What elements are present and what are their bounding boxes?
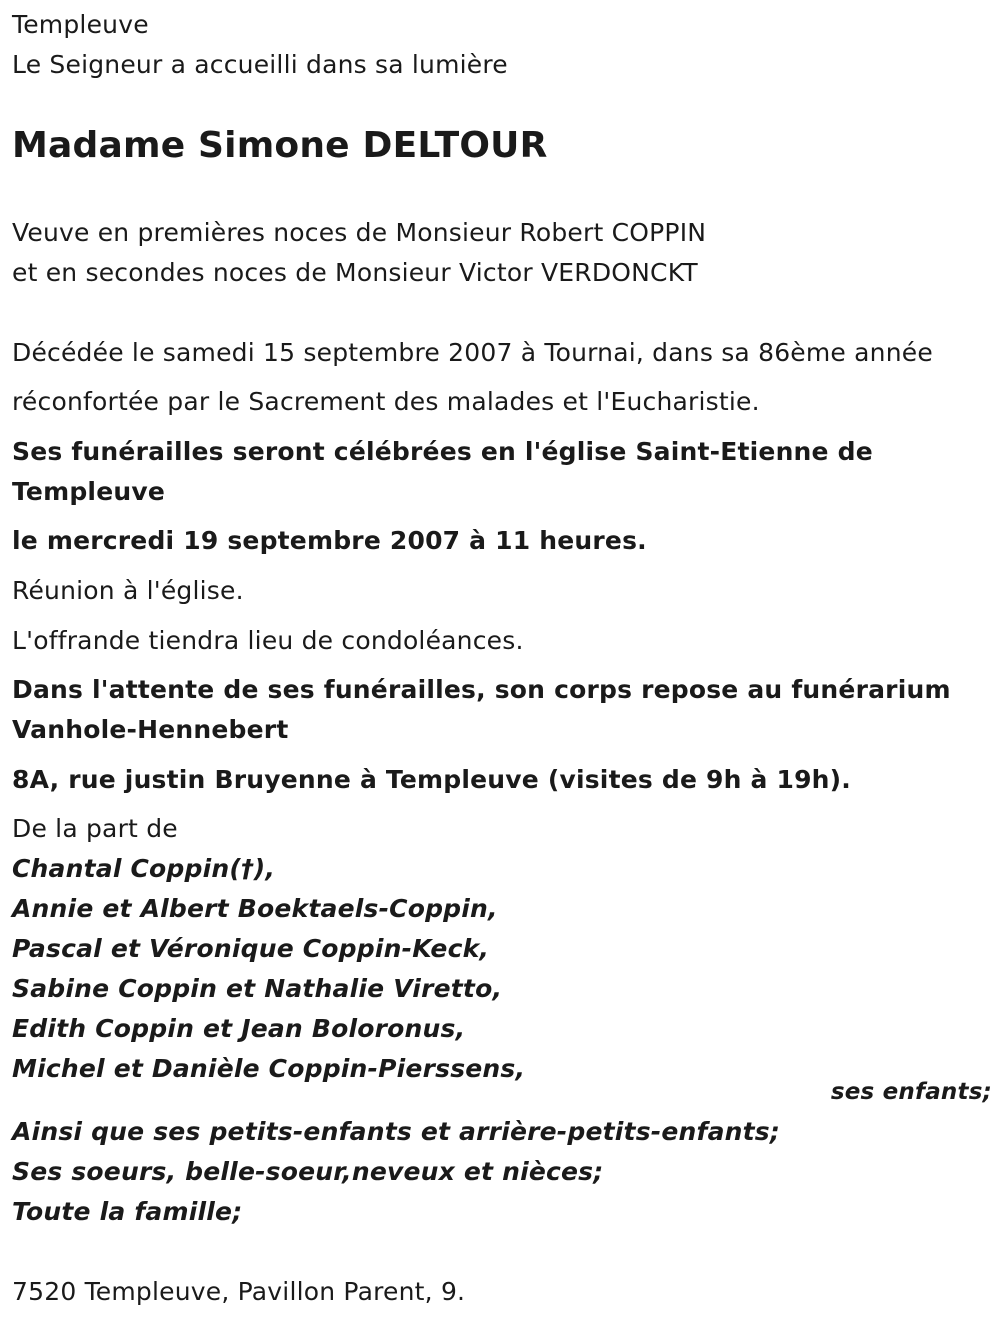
location-heading: Templeuve xyxy=(12,10,149,39)
home-address: 7520 Templeuve, Pavillon Parent, 9. xyxy=(12,1277,466,1306)
marital-line-1: Veuve en premières noces de Monsieur Robert COPPIN xyxy=(12,218,707,247)
list-item: Annie et Albert Boektaels-Coppin, xyxy=(12,894,498,923)
family-intro: De la part de xyxy=(12,814,178,843)
marital-line-2: et en secondes noces de Monsieur Victor VERDONCKT xyxy=(12,258,698,287)
repose-line-1: Dans l'attente de ses funérailles, son corps repose au funérarium xyxy=(12,675,951,704)
offering-text: L'offrande tiendra lieu de condoléances. xyxy=(12,626,524,655)
list-item: Ses soeurs, belle-soeur,neveux et nièces; xyxy=(12,1157,604,1186)
funerarium-address: 8A, rue justin Bruyenne à Templeuve (visites de 9h à 19h). xyxy=(12,765,852,794)
list-item: Pascal et Véronique Coppin-Keck, xyxy=(12,934,490,963)
deceased-name: Madame Simone DELTOUR xyxy=(12,125,548,166)
list-item: Edith Coppin et Jean Boloronus, xyxy=(12,1014,466,1043)
death-line-2: réconfortée par le Sacrement des malades et l'Eucharistie. xyxy=(12,387,760,416)
list-item: Toute la famille; xyxy=(12,1197,243,1226)
meeting-text: Réunion à l'église. xyxy=(12,576,244,605)
list-item: Chantal Coppin(†), xyxy=(12,854,276,883)
intro-text: Le Seigneur a accueilli dans sa lumière xyxy=(12,50,508,79)
list-item: Sabine Coppin et Nathalie Viretto, xyxy=(12,974,503,1003)
children-label: ses enfants; xyxy=(830,1079,992,1105)
funeral-line-2: Templeuve xyxy=(12,477,166,506)
repose-line-2: Vanhole-Hennebert xyxy=(12,715,289,744)
death-line-1: Décédée le samedi 15 septembre 2007 à Tournai, dans sa 86ème année xyxy=(12,338,933,367)
funeral-line-1: Ses funérailles seront célébrées en l'église Saint-Etienne de xyxy=(12,437,873,466)
funeral-date: le mercredi 19 septembre 2007 à 11 heures. xyxy=(12,526,647,555)
list-item: Michel et Danièle Coppin-Pierssens, xyxy=(12,1054,526,1083)
list-item: Ainsi que ses petits-enfants et arrière-petits-enfants; xyxy=(12,1117,781,1146)
obituary-notice xyxy=(12,0,992,1328)
